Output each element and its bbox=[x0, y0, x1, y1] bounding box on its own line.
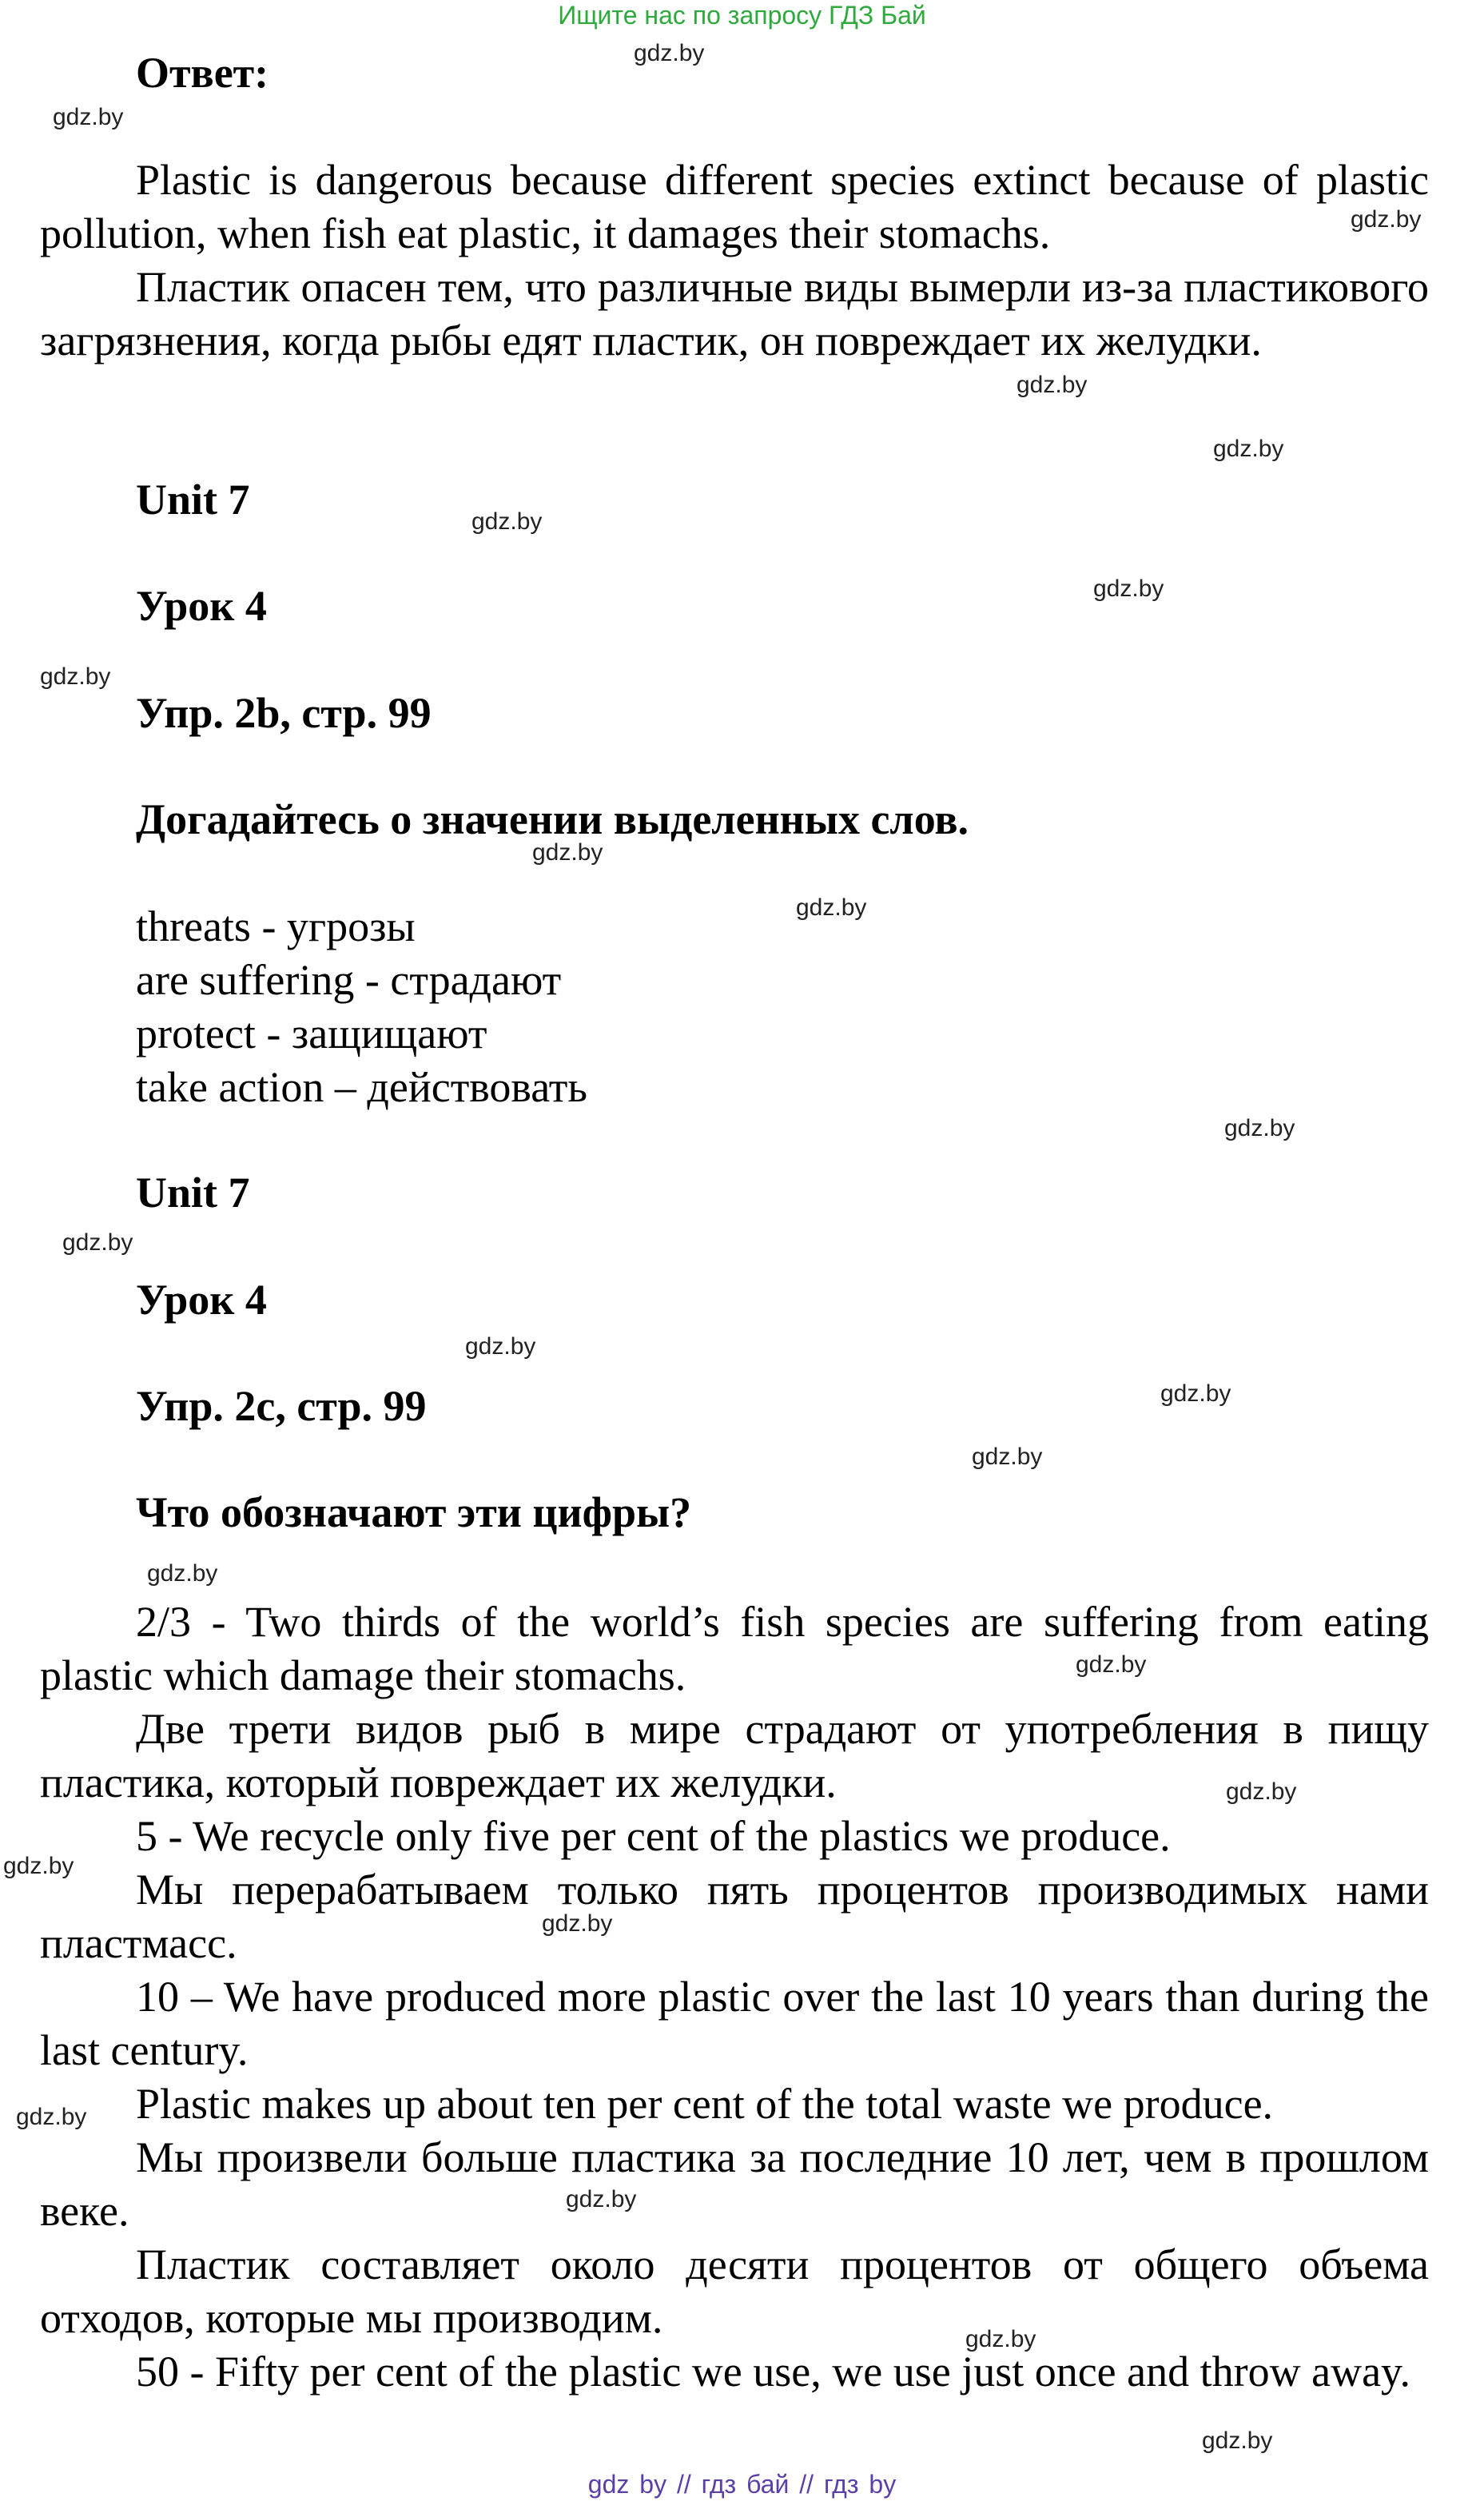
answer-heading: Ответ: bbox=[136, 49, 269, 97]
bottom-banner: gdz by // гдз бай // гдз by bbox=[587, 2470, 897, 2499]
section2-exercise: Упр. 2c, стр. 99 bbox=[136, 1382, 427, 1430]
paragraph-ten-waste-ru: Пластик составляет около десяти процентов от общего объема отходов, которые мы производим. bbox=[40, 2240, 1429, 2342]
paragraph-ten-en: 10 – We have produced more plastic over the last 10 years than during the last century. bbox=[40, 1973, 1429, 2074]
watermark: gdz.by bbox=[1202, 2427, 1273, 2454]
watermark: gdz.by bbox=[1076, 1651, 1147, 1678]
watermark: gdz.by bbox=[965, 2326, 1036, 2352]
watermark: gdz.by bbox=[566, 2186, 637, 2212]
watermark: gdz.by bbox=[1226, 1778, 1297, 1805]
watermark: gdz.by bbox=[53, 104, 124, 130]
watermark: gdz.by bbox=[147, 1560, 218, 1587]
watermark: gdz.by bbox=[532, 839, 603, 866]
watermark: gdz.by bbox=[62, 1229, 133, 1256]
section2-body bbox=[40, 1595, 1429, 2399]
watermark: gdz.by bbox=[16, 2104, 87, 2130]
watermark: gdz.by bbox=[542, 1910, 613, 1937]
watermark: gdz.by bbox=[1351, 206, 1422, 233]
word-item-protect: protect - защищают bbox=[136, 1010, 487, 1057]
watermark: gdz.by bbox=[1093, 575, 1164, 602]
watermark: gdz.by bbox=[796, 894, 867, 921]
section1-exercise: Упр. 2b, стр. 99 bbox=[136, 689, 432, 737]
paragraph-five-en: 5 - We recycle only five per cent of the plastics we produce. bbox=[136, 1812, 1171, 1860]
watermark: gdz.by bbox=[40, 663, 111, 690]
section1-lesson: Урок 4 bbox=[136, 582, 267, 630]
paragraph-ten-waste-en: Plastic makes up about ten per cent of the total waste we produce. bbox=[136, 2080, 1274, 2128]
watermark: gdz.by bbox=[1224, 1115, 1295, 1141]
word-item-threats: threats - угрозы bbox=[136, 902, 416, 950]
section1-unit: Unit 7 bbox=[136, 476, 250, 524]
answer-russian: Пластик опасен тем, что различные виды вымерли из-за пластикового загрязнения, когда рыбы едят пластик, он повреждает их желудки. bbox=[40, 263, 1429, 364]
watermark: gdz.by bbox=[3, 1853, 74, 1879]
top-banner: Ищите нас по запросу ГДЗ Бай bbox=[558, 1, 926, 30]
word-item-take-action: take action – действовать bbox=[136, 1063, 587, 1111]
watermark: gdz.by bbox=[465, 1333, 536, 1360]
paragraph-two-thirds-en: 2/3 - Two thirds of the world’s fish species are suffering from eating plastic which damage their stomachs. bbox=[40, 1598, 1429, 1699]
watermark: gdz.by bbox=[1017, 372, 1088, 398]
paragraph-five-ru: Мы перерабатываем только пять процентов производимых нами пластмасс. bbox=[40, 1866, 1429, 1967]
paragraph-ten-ru: Мы произвели больше пластика за последние 10 лет, чем в прошлом веке. bbox=[40, 2133, 1429, 2235]
watermark: gdz.by bbox=[1160, 1380, 1231, 1407]
paragraph-fifty-en: 50 - Fifty per cent of the plastic we use, we use just once and throw away. bbox=[136, 2348, 1411, 2396]
watermark: gdz.by bbox=[471, 508, 543, 535]
watermark: gdz.by bbox=[634, 40, 705, 66]
section2-unit: Unit 7 bbox=[136, 1169, 250, 1217]
section2-task: Что обозначают эти цифры? bbox=[136, 1488, 692, 1536]
section2-lesson: Урок 4 bbox=[136, 1276, 267, 1324]
watermark: gdz.by bbox=[972, 1444, 1043, 1470]
answer-english: Plastic is dangerous because different species extinct because of plastic pollution, when fish eat plastic, it damages their stomachs. bbox=[40, 156, 1429, 257]
section1-task: Догадайтесь о значении выделенных слов. bbox=[136, 795, 969, 843]
word-item-suffering: are suffering - страдают bbox=[136, 956, 562, 1004]
paragraph-two-thirds-ru: Две трети видов рыб в мире страдают от употребления в пищу пластика, который повреждает их желудки. bbox=[40, 1705, 1429, 1806]
watermark: gdz.by bbox=[1213, 436, 1284, 462]
